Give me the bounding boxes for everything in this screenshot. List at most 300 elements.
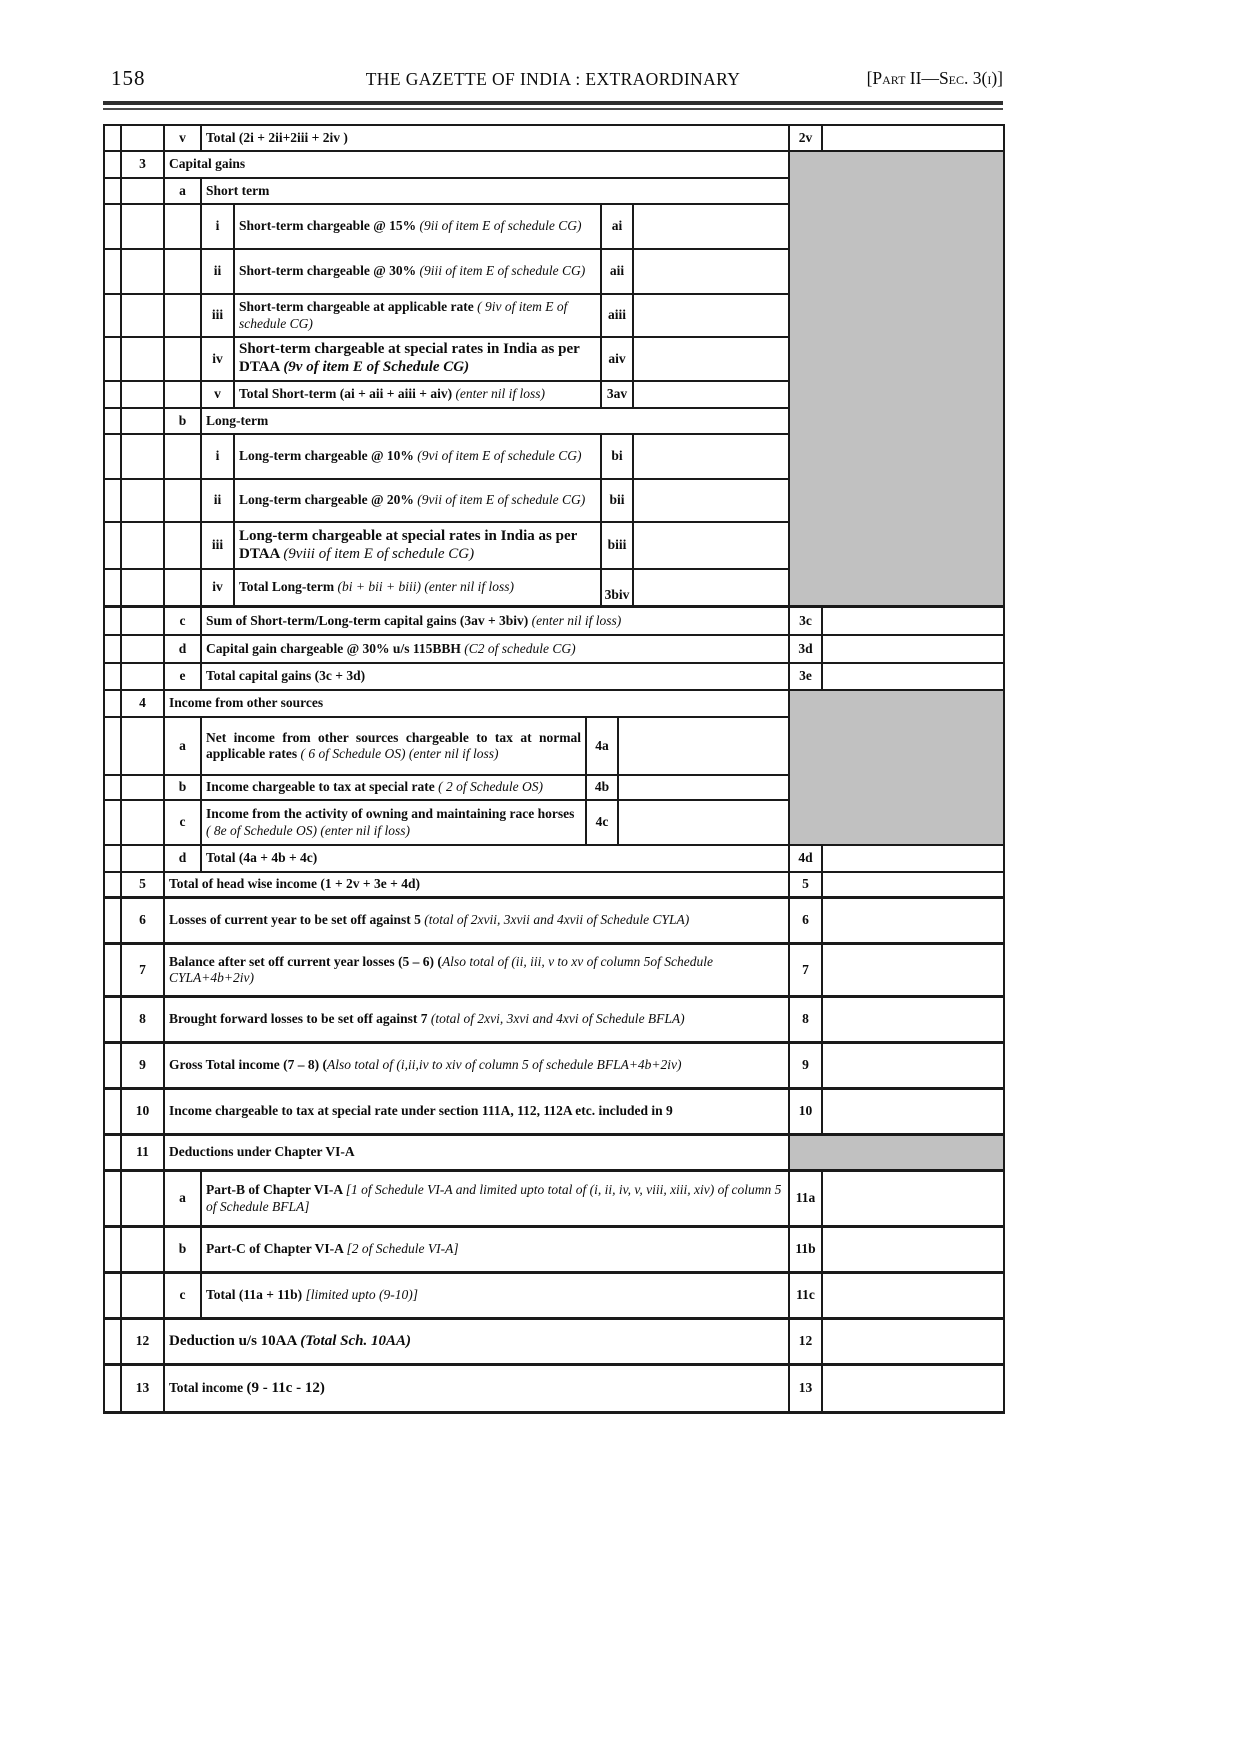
row-label-text: e	[179, 668, 186, 684]
spacer-cell	[105, 523, 122, 570]
description-text	[169, 876, 784, 892]
desc-segment: Long-term chargeable @ 20%	[239, 492, 418, 508]
row-description	[235, 382, 602, 409]
code-label	[602, 205, 634, 250]
row-label	[202, 250, 235, 295]
spacer-cell	[105, 338, 122, 382]
code-label	[790, 1090, 823, 1136]
value-field	[634, 205, 790, 250]
code-label	[587, 801, 619, 846]
code-label	[790, 873, 823, 899]
value-field	[823, 945, 1005, 998]
description-text	[206, 413, 784, 429]
code-label	[587, 776, 619, 801]
desc-segment: Income chargeable to tax at special rate under section 111A, 112, 112A etc. included in 9	[169, 1103, 673, 1119]
empty-cell	[165, 570, 202, 608]
code-label	[790, 1044, 823, 1090]
desc-segment: (9iii of item E of schedule CG)	[419, 263, 586, 279]
desc-segment: Deduction u/s 10AA	[169, 1332, 301, 1349]
row-11	[105, 1136, 1005, 1172]
row-label-text: v	[179, 129, 186, 145]
desc-segment: Total (2i + 2ii+2iii + 2iv )	[206, 129, 348, 145]
empty-cell	[122, 250, 165, 295]
desc-segment: Total (4a + 4b + 4c)	[206, 850, 318, 866]
empty-cell	[165, 250, 202, 295]
description-text	[169, 954, 784, 987]
value-field	[634, 435, 790, 480]
desc-segment: Total Short-term (ai + aii + aiii + aiv)	[239, 386, 456, 402]
empty-cell	[165, 382, 202, 409]
spacer-cell	[105, 846, 122, 873]
spacer-cell	[105, 295, 122, 338]
empty-cell	[122, 338, 165, 382]
spacer-cell	[105, 570, 122, 608]
description-text	[169, 912, 784, 928]
row-13	[105, 1366, 1005, 1414]
desc-segment: (total of 2xvi, 3xvi and 4xvi of Schedule BFLA)	[430, 1011, 685, 1027]
empty-cell	[122, 382, 165, 409]
row-label-text: d	[178, 640, 187, 656]
gray-filler	[790, 776, 1005, 801]
row-3ai	[105, 205, 1005, 250]
row-5	[105, 873, 1005, 899]
row-description	[202, 776, 587, 801]
desc-segment: (9ii of item E of schedule CG)	[419, 218, 582, 234]
empty-cell	[122, 179, 165, 205]
spacer-cell	[105, 776, 122, 801]
row-label	[122, 1090, 165, 1136]
value-field	[619, 718, 790, 776]
row-description	[235, 480, 602, 523]
row-label	[165, 179, 202, 205]
row-label-text: 11	[136, 1144, 149, 1160]
row-4	[105, 691, 1005, 718]
row-label	[122, 899, 165, 945]
row-3c	[105, 608, 1005, 636]
row-3b	[105, 409, 1005, 435]
value-field	[823, 1274, 1005, 1320]
desc-segment: (Total Sch. 10AA)	[300, 1332, 411, 1349]
code-label	[790, 998, 823, 1044]
description-text	[239, 448, 596, 464]
desc-segment: Part-B of Chapter VI-A	[206, 1182, 346, 1198]
row-label	[122, 1320, 165, 1366]
row-label	[202, 295, 235, 338]
description-text	[206, 613, 784, 629]
row-3a	[105, 179, 1005, 205]
gray-filler	[790, 409, 1005, 435]
spacer-cell	[105, 873, 122, 899]
desc-segment: Capital gain chargeable @ 30% u/s 115BBH	[206, 640, 465, 656]
row-3av	[105, 382, 1005, 409]
desc-segment: (9v of item E of Schedule CG)	[283, 359, 470, 375]
empty-cell	[122, 480, 165, 523]
desc-segment: Total capital gains (3c + 3d)	[206, 668, 366, 684]
desc-segment: Short-term chargeable @ 15%	[239, 218, 420, 234]
value-field	[634, 250, 790, 295]
empty-cell	[122, 435, 165, 480]
code-label	[790, 664, 823, 691]
code-label	[790, 1366, 823, 1414]
gray-filler	[790, 691, 1005, 718]
description-text	[239, 492, 596, 508]
spacer-cell	[105, 152, 122, 179]
spacer-cell	[105, 1320, 122, 1366]
spacer-cell	[105, 382, 122, 409]
spacer-cell	[105, 998, 122, 1044]
spacer-cell	[105, 1366, 122, 1414]
row-9	[105, 1044, 1005, 1090]
description-text	[206, 183, 784, 199]
row-description	[202, 1228, 790, 1274]
gray-filler	[790, 1136, 1005, 1172]
description-text	[239, 528, 596, 563]
desc-segment: Short-term chargeable @ 30%	[239, 263, 420, 279]
row-2v	[105, 126, 1005, 152]
row-description	[165, 1366, 790, 1414]
description-text	[169, 1333, 784, 1351]
desc-segment: Short term	[206, 182, 270, 198]
spacer-cell	[105, 250, 122, 295]
desc-segment: Total income	[169, 1380, 247, 1396]
description-text	[239, 218, 596, 234]
empty-cell	[122, 570, 165, 608]
row-3aiv	[105, 338, 1005, 382]
value-field	[823, 126, 1005, 152]
row-description	[165, 1136, 790, 1172]
empty-cell	[122, 801, 165, 846]
desc-segment: Income from other sources	[169, 695, 324, 711]
value-field	[634, 338, 790, 382]
row-label	[165, 1274, 202, 1320]
value-field	[823, 1044, 1005, 1090]
code-text: 9	[802, 1057, 809, 1073]
row-label-text: a	[179, 1190, 186, 1206]
description-text	[169, 1057, 784, 1073]
row-description	[202, 1274, 790, 1320]
row-4a	[105, 718, 1005, 776]
desc-segment: [2 of Schedule VI-A]	[346, 1241, 459, 1257]
code-text: 3d	[798, 640, 813, 656]
row-label-text: iii	[211, 307, 224, 323]
gray-filler	[790, 570, 1005, 608]
row-3bi	[105, 435, 1005, 480]
row-description	[165, 691, 790, 718]
code-label	[790, 1172, 823, 1228]
description-text	[169, 156, 784, 172]
description-text	[239, 386, 596, 402]
row-description	[165, 945, 790, 998]
row-label	[165, 1172, 202, 1228]
gray-filler	[790, 801, 1005, 846]
row-description	[202, 718, 587, 776]
description-text	[239, 341, 596, 376]
row-description	[165, 998, 790, 1044]
desc-segment: (9vii of item E of schedule CG)	[417, 492, 586, 508]
desc-segment: Long-term chargeable @ 10%	[239, 448, 418, 464]
row-label	[122, 691, 165, 718]
row-label	[202, 338, 235, 382]
desc-segment: (9 - 11c - 12)	[246, 1380, 325, 1397]
desc-segment: (total of 2xvii, 3xvii and 4xvii of Schedule CYLA)	[424, 912, 690, 928]
row-label-text: c	[179, 814, 186, 830]
desc-segment: (enter nil if loss)	[531, 612, 622, 628]
description-text	[169, 695, 784, 711]
desc-segment: Total of head wise income (1 + 2v + 3e + 4d)	[169, 876, 420, 892]
spacer-cell	[105, 718, 122, 776]
row-6	[105, 899, 1005, 945]
code-text: 3biv	[604, 586, 630, 602]
code-label	[790, 608, 823, 636]
code-label	[790, 636, 823, 664]
desc-segment: Total (11a + 11b)	[206, 1287, 306, 1303]
empty-cell	[122, 776, 165, 801]
row-label-text: 5	[139, 876, 146, 892]
row-label	[202, 570, 235, 608]
row-label-text: 9	[139, 1057, 146, 1073]
description-text	[206, 641, 784, 657]
empty-cell	[122, 1172, 165, 1228]
page-section-label: [Part II—Sec. 3(i)]	[866, 68, 1003, 88]
row-label	[165, 776, 202, 801]
desc-segment: Total Long-term	[239, 579, 338, 595]
row-3aiii	[105, 295, 1005, 338]
row-label	[122, 1136, 165, 1172]
row-description	[235, 250, 602, 295]
row-description	[202, 846, 790, 873]
value-field	[619, 776, 790, 801]
empty-cell	[122, 205, 165, 250]
row-4d	[105, 846, 1005, 873]
description-text	[206, 1182, 784, 1215]
description-text	[206, 779, 581, 795]
desc-segment: Short-term chargeable at applicable rate	[239, 299, 478, 315]
row-description	[235, 338, 602, 382]
empty-cell	[122, 1228, 165, 1274]
spacer-cell	[105, 1090, 122, 1136]
code-text: 13	[798, 1380, 813, 1396]
code-text: 2v	[798, 129, 813, 145]
description-text	[206, 806, 581, 839]
value-field	[823, 899, 1005, 945]
spacer-cell	[105, 691, 122, 718]
row-description	[235, 570, 602, 608]
value-field	[634, 523, 790, 570]
row-label-text: ii	[213, 492, 222, 508]
empty-cell	[122, 1274, 165, 1320]
code-text: 7	[802, 961, 809, 977]
row-description	[202, 608, 790, 636]
row-label	[165, 664, 202, 691]
gray-filler	[790, 179, 1005, 205]
description-text	[206, 730, 581, 763]
code-text: 10	[798, 1103, 813, 1119]
page-title: THE GAZETTE OF INDIA : EXTRAORDINARY	[365, 69, 741, 89]
row-description	[202, 801, 587, 846]
row-description	[165, 1320, 790, 1366]
spacer-cell	[105, 126, 122, 152]
desc-segment: Net income from other sources chargeable to tax at normal applicable rates	[206, 729, 581, 761]
description-text	[239, 579, 596, 595]
row-label	[202, 480, 235, 523]
spacer-cell	[105, 608, 122, 636]
desc-segment: Also total of (ii, iii, v to xv of column 5of Schedule CYLA+4b+2iv)	[169, 953, 714, 985]
empty-cell	[122, 523, 165, 570]
row-label	[122, 1044, 165, 1090]
row-description	[165, 152, 790, 179]
value-field	[823, 608, 1005, 636]
empty-cell	[165, 205, 202, 250]
empty-cell	[122, 718, 165, 776]
value-field	[634, 295, 790, 338]
row-3	[105, 152, 1005, 179]
code-text: 8	[802, 1011, 809, 1027]
row-label-text: 12	[135, 1333, 150, 1349]
row-4b	[105, 776, 1005, 801]
description-text	[169, 1144, 784, 1160]
desc-segment: (9viii of item E of schedule CG)	[283, 545, 475, 562]
code-label	[602, 570, 634, 608]
spacer-cell	[105, 1274, 122, 1320]
desc-segment: (bi + bii + biii) (enter nil if loss)	[337, 579, 514, 595]
code-label	[602, 523, 634, 570]
code-text: aii	[609, 263, 625, 279]
empty-cell	[122, 846, 165, 873]
gray-filler	[790, 250, 1005, 295]
row-label-text: iv	[212, 579, 223, 595]
desc-segment: Brought forward losses to be set off against 7	[169, 1011, 431, 1027]
row-label	[202, 523, 235, 570]
page-number: 158	[111, 66, 146, 90]
row-description	[202, 636, 790, 664]
description-text	[206, 668, 784, 684]
row-label	[122, 998, 165, 1044]
spacer-cell	[105, 1044, 122, 1090]
empty-cell	[122, 409, 165, 435]
value-field	[823, 998, 1005, 1044]
row-label	[202, 205, 235, 250]
gray-filler	[790, 152, 1005, 179]
description-text	[206, 1241, 784, 1257]
row-label-text: 7	[139, 961, 146, 977]
row-11c	[105, 1274, 1005, 1320]
desc-segment: Income chargeable to tax at special rate	[206, 779, 439, 795]
code-text: 11a	[795, 1190, 816, 1206]
income-computation-table	[103, 124, 1005, 1414]
value-field	[823, 636, 1005, 664]
row-12	[105, 1320, 1005, 1366]
desc-segment: ( 6 of Schedule OS) (enter nil if loss)	[300, 746, 499, 761]
code-text: 4c	[595, 814, 609, 830]
desc-segment: (enter nil if loss)	[455, 386, 546, 402]
row-3biv	[105, 570, 1005, 608]
code-label	[602, 435, 634, 480]
code-text: 5	[802, 876, 809, 892]
row-7	[105, 945, 1005, 998]
code-text: 3c	[799, 612, 812, 628]
row-label	[122, 1366, 165, 1414]
row-label	[165, 801, 202, 846]
row-label	[165, 409, 202, 435]
code-text: aiii	[607, 307, 626, 323]
spacer-cell	[105, 435, 122, 480]
code-text: 12	[798, 1333, 813, 1349]
row-label-text: c	[179, 1287, 186, 1303]
code-text: 3e	[799, 668, 812, 684]
empty-cell	[122, 126, 165, 152]
code-label	[790, 846, 823, 873]
row-label	[122, 873, 165, 899]
desc-segment: Part-C of Chapter VI-A	[206, 1241, 347, 1257]
gray-filler	[790, 718, 1005, 776]
code-text: 11b	[795, 1241, 816, 1257]
row-label-text: i	[215, 448, 220, 464]
desc-segment: [limited upto (9-10)]	[305, 1287, 418, 1303]
code-text: 4a	[595, 737, 609, 753]
code-text: biii	[607, 537, 627, 553]
row-4c	[105, 801, 1005, 846]
row-label-text: b	[178, 1241, 187, 1257]
row-label-text: 10	[135, 1103, 150, 1119]
value-field	[823, 664, 1005, 691]
empty-cell	[165, 295, 202, 338]
desc-segment: (C2 of schedule CG)	[464, 640, 576, 656]
code-label	[790, 1274, 823, 1320]
value-field	[634, 480, 790, 523]
code-text: 3av	[606, 386, 628, 402]
code-label	[602, 338, 634, 382]
row-8	[105, 998, 1005, 1044]
empty-cell	[122, 295, 165, 338]
value-field	[823, 873, 1005, 899]
description-text	[239, 299, 596, 332]
code-text: ai	[611, 218, 623, 234]
code-label	[790, 1320, 823, 1366]
row-label-text: 13	[135, 1380, 150, 1396]
row-label-text: a	[179, 182, 186, 198]
row-3bii	[105, 480, 1005, 523]
spacer-cell	[105, 899, 122, 945]
row-10	[105, 1090, 1005, 1136]
value-field	[823, 1228, 1005, 1274]
desc-segment: Long-term chargeable at special rates in India as per DTAA	[239, 527, 578, 562]
row-3aii	[105, 250, 1005, 295]
value-field	[823, 1090, 1005, 1136]
spacer-cell	[105, 205, 122, 250]
code-text: 4b	[594, 779, 610, 795]
code-text: aiv	[608, 350, 626, 366]
description-text	[169, 1011, 784, 1027]
empty-cell	[122, 664, 165, 691]
code-text: bii	[609, 492, 625, 508]
spacer-cell	[105, 1228, 122, 1274]
code-text: 6	[802, 912, 809, 928]
spacer-cell	[105, 801, 122, 846]
description-text	[169, 1103, 784, 1119]
description-text	[169, 1379, 784, 1397]
row-description	[165, 899, 790, 945]
description-text	[206, 1287, 784, 1303]
desc-segment: (9vi of item E of schedule CG)	[417, 448, 582, 464]
row-label-text: b	[178, 412, 187, 428]
code-label	[790, 1228, 823, 1274]
value-field	[823, 1366, 1005, 1414]
desc-segment: [1 of Schedule VI-A and limited upto total of (i, ii, iv, v, viii, xiii, xiv) of column 5 of Schedule BFLA]	[206, 1182, 782, 1214]
code-label	[602, 480, 634, 523]
code-text: 4d	[798, 850, 813, 866]
row-description	[235, 523, 602, 570]
row-description	[235, 435, 602, 480]
